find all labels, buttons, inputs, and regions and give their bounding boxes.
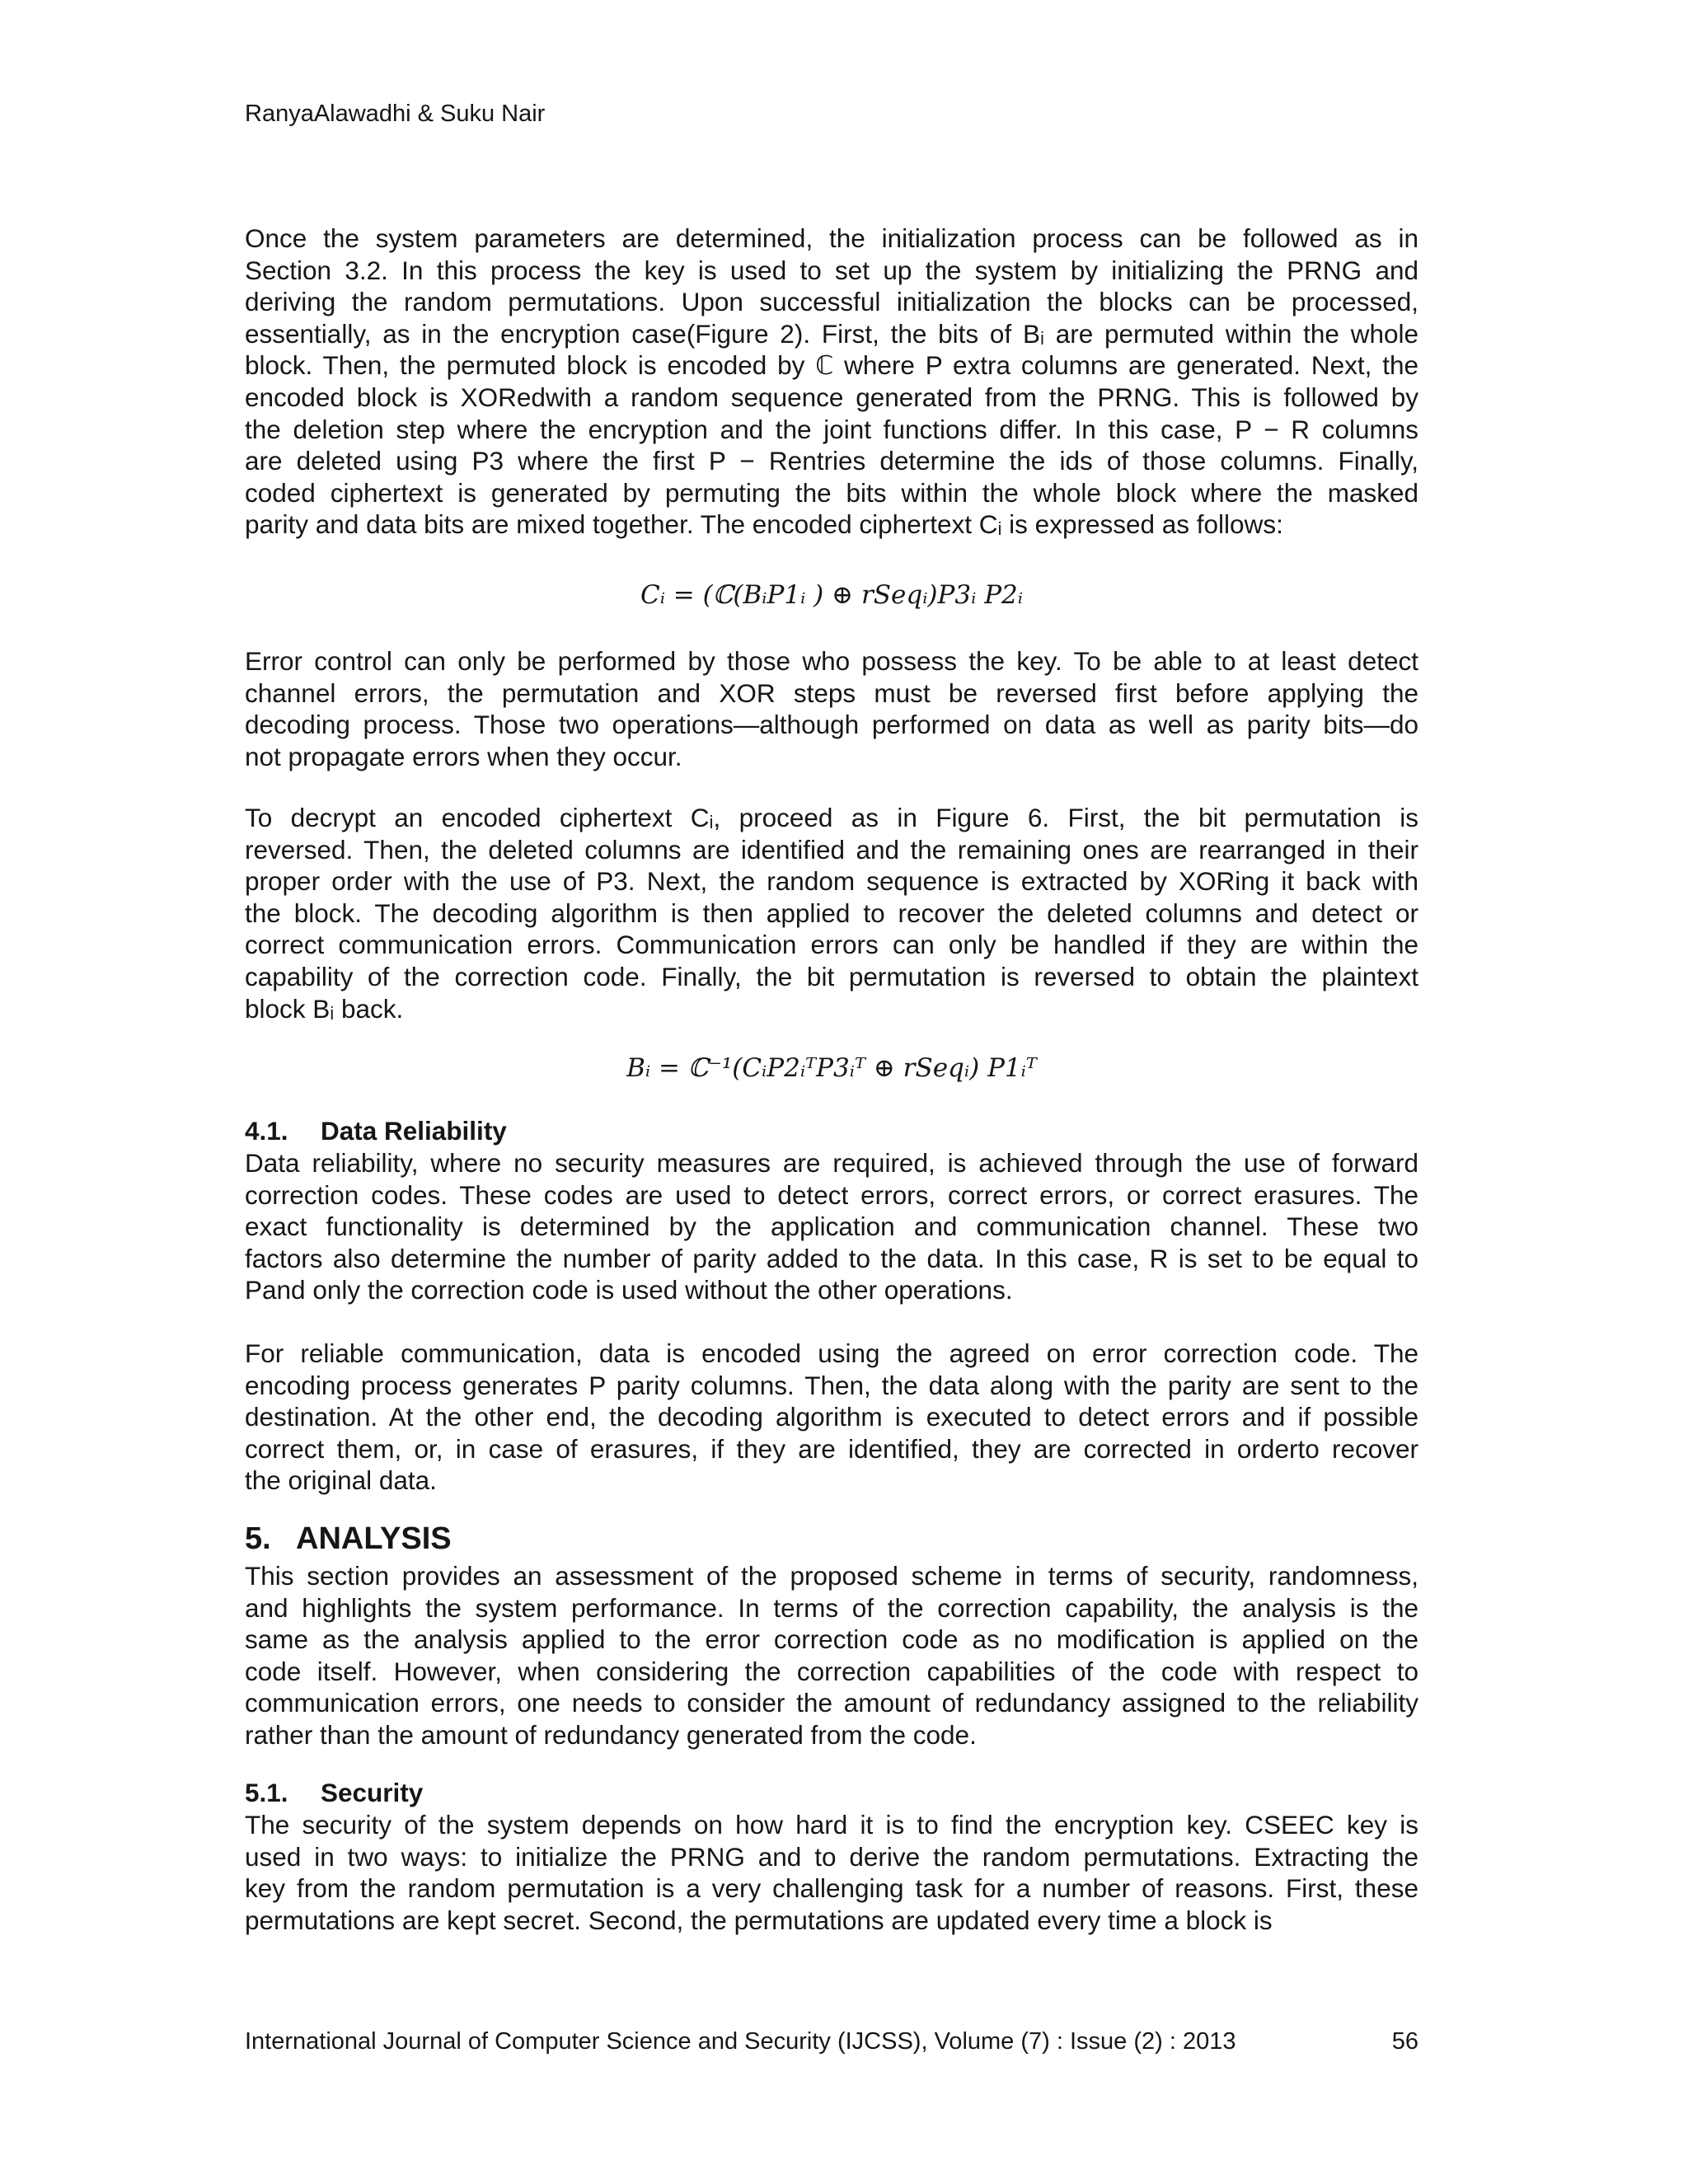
paragraph-data-reliability [245,1147,1418,1306]
text-line: encoded block is XORedwith a random sequence generated from the PRNG. This is followed by [245,382,1418,412]
section-number: 5.1. [245,1778,288,1807]
paragraph-security [245,1809,1418,1936]
text-line: Pand only the correction code is used without the other operations. [245,1275,1013,1305]
paragraph-error-control [245,645,1418,772]
text-line: capability of the correction code. Finally, the bit permutation is reversed to obtain the plaintext [245,961,1418,991]
running-header-author: RanyaAlawadhi & Suku Nair [245,101,546,127]
footer-page-number: 56 [1391,2028,1418,2055]
text-line: code itself. However, when considering the correction capabilities of the code with respect to [245,1656,1418,1686]
text-line: key from the random permutation is a very challenging task for a number of reasons. First, these [245,1873,1418,1904]
text-line: encoding process generates P parity columns. Then, the data along with the parity are sent to the [245,1370,1418,1400]
section-heading-analysis [245,1520,452,1558]
text-line: communication errors, one needs to consider the amount of redundancy assigned to the reliability [245,1688,1418,1718]
text-line: To decrypt an encoded ciphertext Cᵢ, proceed as in Figure 6. First, the bit permutation is [245,803,1418,832]
text-line: not propagate errors when they occur. [245,741,682,771]
text-line: correct communication errors. Communication errors can only be handled if they are within the [245,930,1418,960]
text-line: same as the analysis applied to the error correction code as no modification is applied on the [245,1624,1418,1655]
text-line: Section 3.2. In this process the key is used to set up the system by initializing the PRNG and [245,255,1418,285]
text-line: are deleted using P3 where the first P − Rentries determine the ids of those columns. Finally, [245,446,1418,476]
footer-journal-citation: International Journal of Computer Science and Security (IJCSS), Volume (7) : Issue (2) : 2013 [245,2028,1236,2055]
text-line: the deletion step where the encryption and the joint functions differ. In this case, P − R columns [245,414,1418,444]
text-line: block. Then, the permuted block is encoded by ℂ where P extra columns are generated. Next, the [245,350,1418,381]
section-title: Data Reliability [321,1116,507,1146]
text-line: This section provides an assessment of the proposed scheme in terms of security, randomness, [245,1561,1418,1591]
equation-plaintext: Bᵢ = ℂ⁻¹(CᵢP2ᵢᵀP3ᵢᵀ ⊕ rSeqᵢ) P1ᵢᵀ [626,1053,1037,1083]
text-line: permutations are kept secret. Second, the permutations are updated every time a block is [245,1905,1273,1935]
text-line: reversed. Then, the deleted columns are identified and the remaining ones are rearranged in their [245,834,1418,865]
section-title: Security [321,1778,424,1807]
text-line: essentially, as in the encryption case(Figure 2). First, the bits of Bᵢ are permuted within the whole [245,318,1418,349]
text-line: the original data. [245,1465,437,1496]
text-line: decoding process. Those two operations—although performed on data as well as parity bits—do [245,710,1418,740]
text-line: Data reliability, where no security measures are required, is achieved through the use of forward [245,1148,1418,1178]
equation-ciphertext: Cᵢ = (ℂ(BᵢP1ᵢ ) ⊕ rSeqᵢ)P3ᵢ P2ᵢ [640,580,1024,610]
text-line: For reliable communication, data is encoded using the agreed on error correction code. The [245,1338,1418,1368]
text-line: correction codes. These codes are used to detect errors, correct errors, or correct erasures. The [245,1179,1418,1210]
section-heading-data-reliability [245,1114,507,1147]
paragraph-reliable-communication [245,1338,1418,1497]
text-line: Once the system parameters are determined, the initialization process can be followed as in [245,223,1418,253]
text-line: block Bᵢ back. [245,993,404,1024]
section-number: 4.1. [245,1116,288,1146]
text-line: The security of the system depends on how hard it is to find the encryption key. CSEEC key is [245,1810,1418,1840]
text-line: parity and data bits are mixed together. The encoded ciphertext Cᵢ is expressed as follows: [245,509,1283,540]
text-line: correct them, or, in case of erasures, if they are identified, they are corrected in orderto recover [245,1433,1418,1464]
text-line: proper order with the use of P3. Next, the random sequence is extracted by XORing it back with [245,866,1418,897]
paragraph-initialization [245,223,1418,541]
text-line: Error control can only be performed by those who possess the key. To be able to at least detect [245,646,1418,676]
section-number: 5. [245,1521,271,1556]
text-line: destination. At the other end, the decoding algorithm is executed to detect errors and if possible [245,1402,1418,1432]
text-line: and highlights the system performance. In terms of the correction capability, the analysis is the [245,1592,1418,1623]
text-line: used in two ways: to initialize the PRNG and to derive the random permutations. Extracting the [245,1841,1418,1872]
text-line: exact functionality is determined by the application and communication channel. These two [245,1212,1418,1242]
text-line: the block. The decoding algorithm is then applied to recover the deleted columns and detect or [245,898,1418,928]
paragraph-analysis [245,1560,1418,1751]
section-heading-security [245,1776,423,1809]
paragraph-decryption [245,802,1418,1024]
text-line: deriving the random permutations. Upon successful initialization the blocks can be processed, [245,287,1418,317]
text-line: factors also determine the number of parity added to the data. In this case, R is set to be equal to [245,1243,1418,1273]
section-title: ANALYSIS [296,1521,452,1556]
text-line: channel errors, the permutation and XOR steps must be reversed first before applying the [245,677,1418,708]
text-line: rather than the amount of redundancy generated from the code. [245,1719,977,1750]
text-line: coded ciphertext is generated by permuting the bits within the whole block where the masked [245,477,1418,508]
